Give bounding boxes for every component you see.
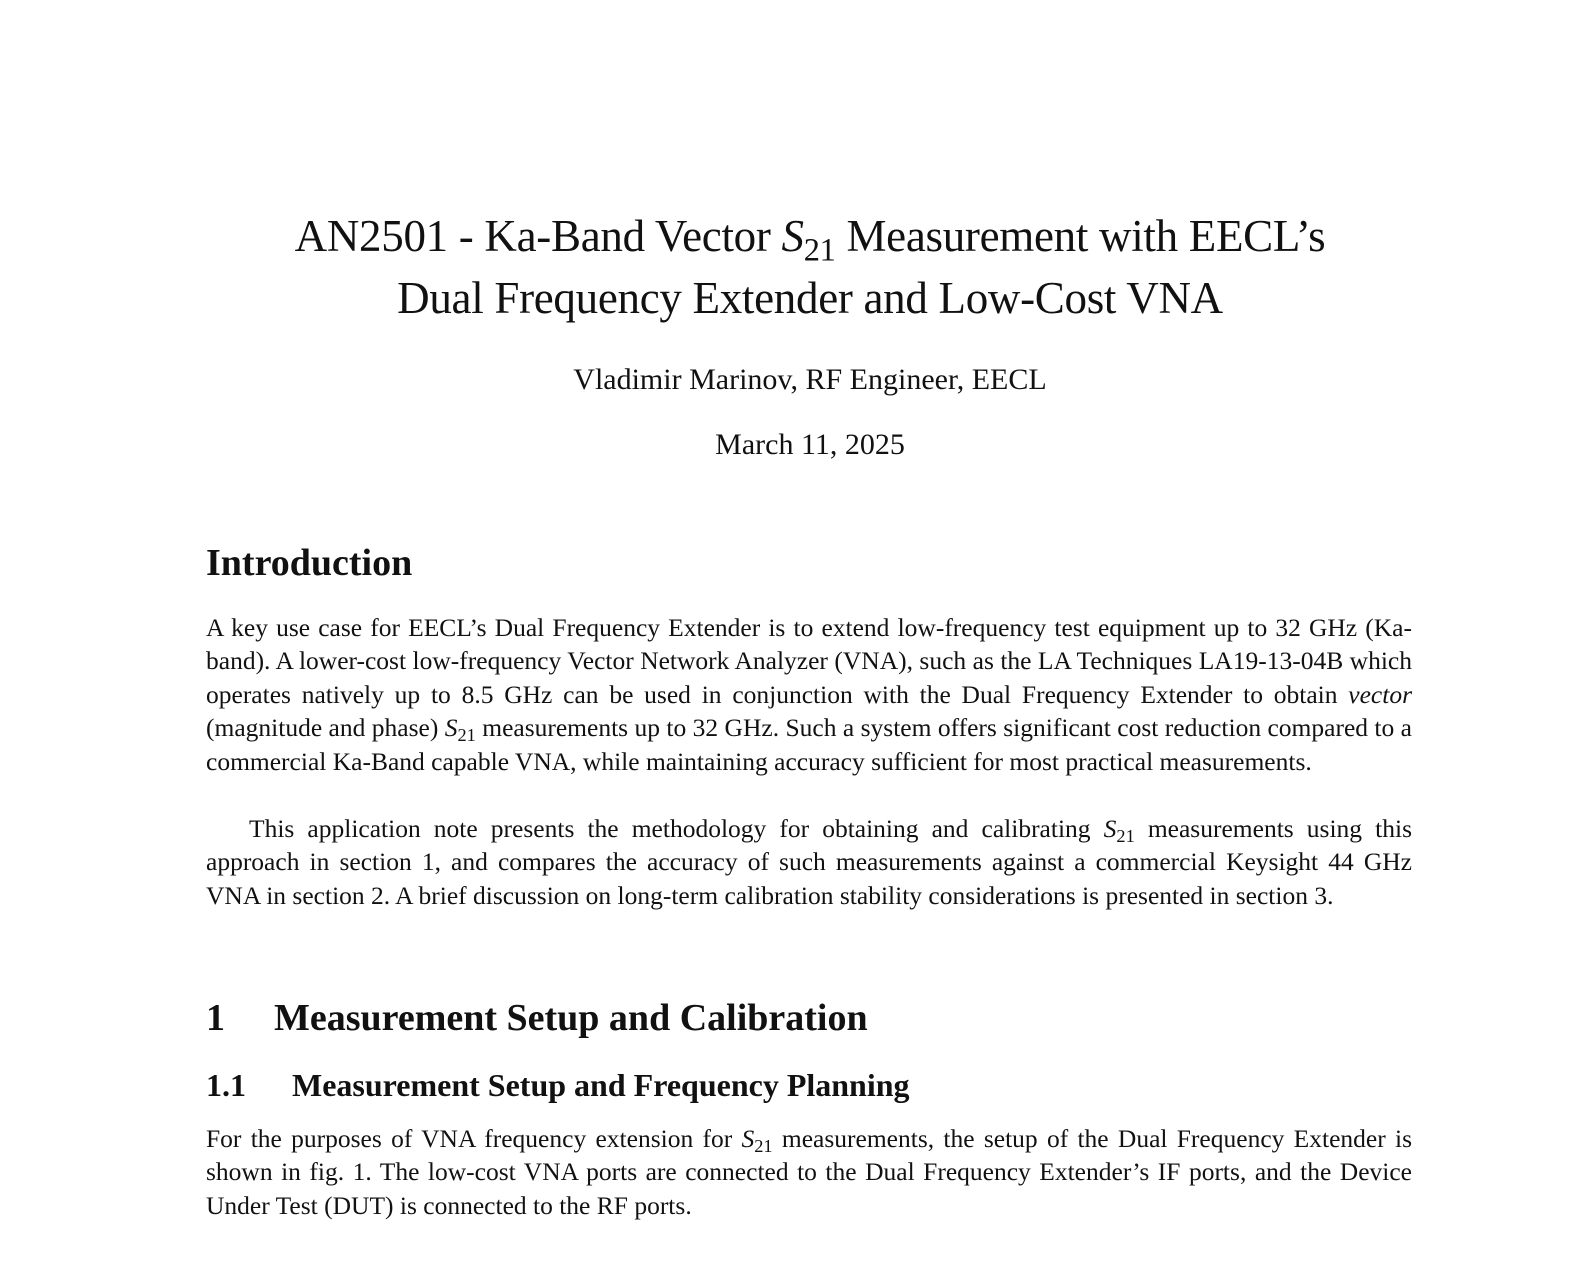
s21-letter: S: [741, 1124, 755, 1153]
subsection-1-1-paragraph: [206, 1122, 1412, 1222]
s21-subscript: 21: [803, 232, 836, 269]
section-number: 1: [206, 997, 225, 1039]
text-span: For the purposes of VNA frequency extension for: [206, 1124, 742, 1153]
section-title: Measurement Setup and Calibration: [274, 997, 868, 1039]
s21-subscript: 21: [457, 725, 476, 746]
s21-subscript: 21: [1116, 826, 1135, 847]
text-span: (magnitude and phase): [206, 713, 445, 743]
text-span: measurements, the setup of the Dual Frequency Extender is shown in fig. 1. The low-cost VNA ports are connected to the Dual Frequency Extender’s IF ports, and the Device Under Test (DUT) is connected to the RF ports.: [206, 1124, 1412, 1220]
text-span: measurements up to 32 GHz. Such a system offers significant cost reduction compared to a commercial Ka-Band capable VNA, while maintaining accuracy sufficient for most practical measurements.: [206, 713, 1412, 776]
date-line: March 11, 2025: [715, 428, 905, 461]
introduction-paragraph-2: [206, 812, 1412, 912]
introduction-paragraph-1: [206, 611, 1412, 778]
s21-symbol: [1103, 814, 1135, 847]
emphasis-vector: vector: [1348, 679, 1412, 709]
subsection-title: Measurement Setup and Frequency Planning: [292, 1067, 910, 1103]
s21-letter: S: [1103, 814, 1117, 843]
s21-subscript: 21: [754, 1136, 773, 1157]
text-span: This application note presents the methodology for obtaining and calibrating: [249, 814, 1104, 843]
text-span: A key use case for EECL’s Dual Frequency Extender is to extend low-frequency test equipment up to 32 GHz (Ka-band). A lower-cost low-frequency Vector Network Analyzer (VNA), such as the LA Techniques LA19-13-04B which operates natively up to 8.5 GHz can be used in conjunction with the Dual Frequency Extender to obtain: [206, 613, 1412, 709]
s21-symbol: [781, 211, 836, 269]
s21-symbol: [741, 1124, 773, 1157]
subsection-number: 1.1: [206, 1067, 246, 1103]
s21-letter: S: [444, 713, 458, 743]
title-text-before: AN2501 - Ka-Band Vector: [294, 211, 782, 261]
title-text-after: Measurement with EECL’s: [835, 211, 1326, 261]
section-1-heading: [206, 995, 868, 1041]
s21-letter: S: [781, 211, 804, 261]
introduction-heading: Introduction: [206, 542, 413, 584]
document-title: [160, 205, 1460, 329]
text-span: measurements using this approach in section 1, and compares the accuracy of such measurements against a commercial Keysight 44 GHz VNA in section 2. A brief discussion on long-term calibration stability considerations is presented in section 3.: [206, 814, 1412, 910]
s21-symbol: [444, 713, 476, 746]
title-line-1: [160, 205, 1460, 267]
subsection-1-1-heading: [206, 1063, 910, 1107]
title-line-2: Dual Frequency Extender and Low-Cost VNA: [397, 273, 1223, 323]
author-line: Vladimir Marinov, RF Engineer, EECL: [573, 363, 1047, 396]
